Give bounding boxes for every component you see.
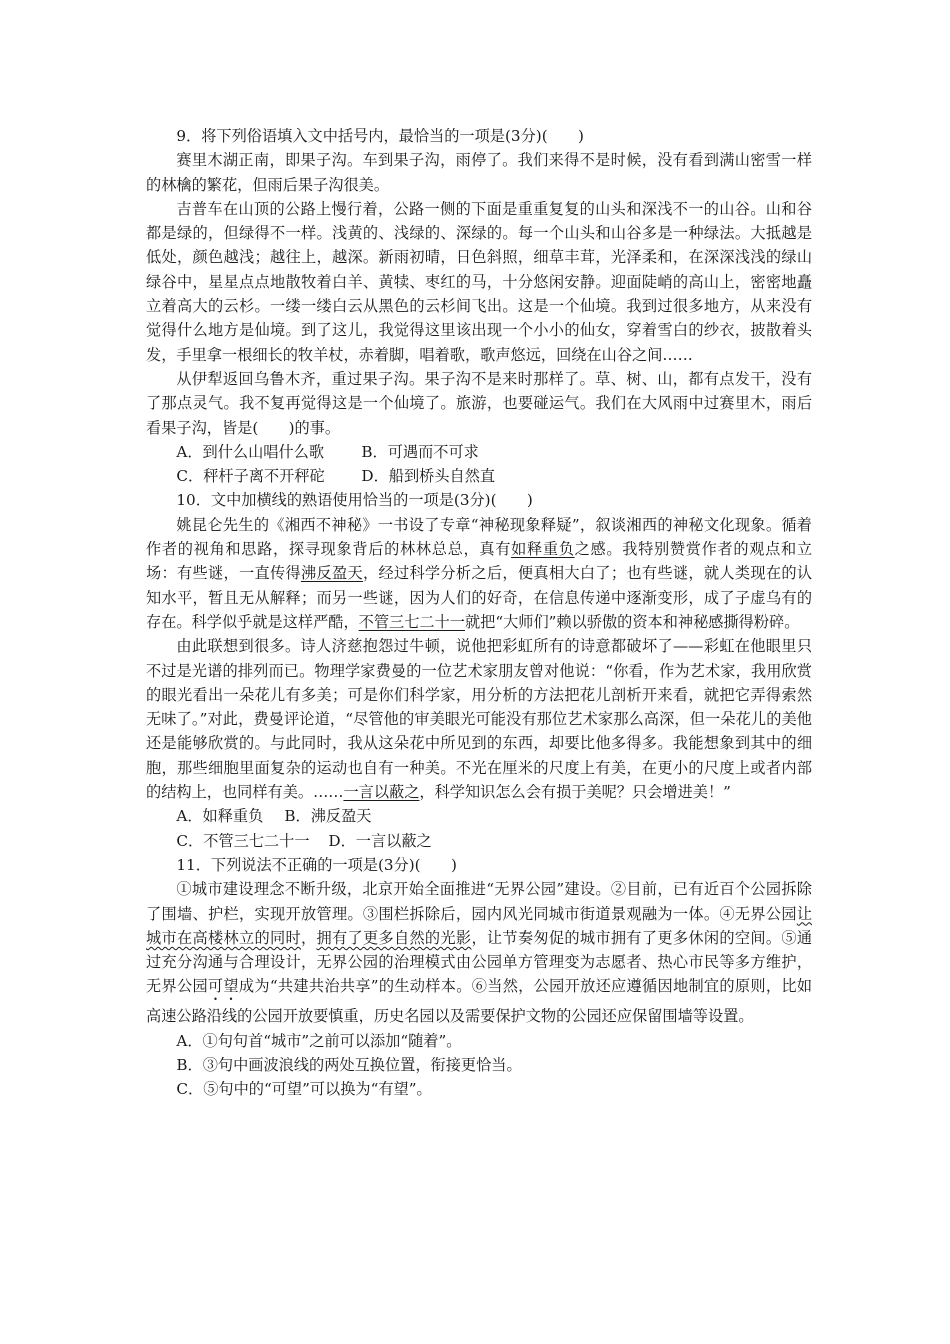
q10-option-b[interactable]: B．沸反盈天	[284, 807, 372, 826]
q11-option-c[interactable]: C．⑤句中的“可望”可以换为“有望”。	[176, 1080, 432, 1099]
q9-option-d[interactable]: D．船到桥头自然直	[361, 467, 496, 486]
q10-p2-text-1: 由此联想到很多。诗人济慈抱怨过牛顿，说他把彩虹所有的诗意都破坏了——彩虹在他眼里只不过是光谱的排列而已。物理学家费曼的一位艺术家朋友曾对他说：“你看，作为艺术家，我用欣赏的眼光看出一朵花儿有多美；可是你们科学家，用分析的方法把花儿剖析开来看，就把它弄得索然无味了。”对此，费曼评论道，“尽管他的审美眼光可能没有那位艺术家那么高深，但一朵花儿的美他还是能够欣赏的。与此同时，我从这朵花中所见到的东西，却要比他多得多。我能想象到其中的细胞，那些细胞里面复杂的运动也自有一种美。不光在厘米的尺度上有美，在更小的尺度上或者内部的结构上，也同样有美。……	[146, 637, 812, 802]
q11-option-b[interactable]: B．③句中画波浪线的两处互换位置，衔接更恰当。	[176, 1055, 522, 1074]
q9-option-c[interactable]: C．秤杆子离不开秤砣	[176, 467, 325, 486]
q10-stem: 10．文中加横线的熟语使用恰当的一项是(3分)( )	[176, 491, 533, 510]
q9-stem: 9．将下列俗语填入文中括号内，最恰当的一项是(3分)( )	[176, 127, 584, 145]
q11-text-3: ，让节奏匆促的城市拥有了更多休闲的空间。⑤通过充分沟通与合理设计，无界公园的治理模式由公园单方管理变为志愿者、热心市民等多方维护，无界公园	[146, 928, 813, 996]
q11-wavy-phrase-2: 拥有了更多自然的光影	[316, 928, 472, 947]
exam-page	[146, 124, 812, 1102]
q9-paragraph-3: 从伊犁返回乌鲁木齐，重过果子沟。果子沟不是来时那样了。草、树、山，都有点发干，没有了那点灵气。我不复再觉得这是一个仙境了。旅游，也要碰运气。我们在大风雨中过赛里木，雨后看果子沟，皆是( )的事。	[146, 369, 812, 437]
q10-options-row-2	[146, 829, 812, 853]
q10-p1-text-1: 姚昆仑先生的《湘西不神秘》一书设了专章“神秘现象释疑”，叙谈湘西的神秘文化现象。循着作者的视角和思路，探寻现象背后的林林总总，真有	[146, 515, 812, 559]
q11-option-a[interactable]: A．①句句首“城市”之前可以添加“随着”。	[176, 1031, 462, 1050]
q10-option-a[interactable]: A．如释重负	[176, 807, 264, 826]
q10-underlined-idiom-2: 沸反盈天	[300, 564, 363, 583]
q10-options-row-1	[146, 804, 812, 828]
q9-paragraph-2: 吉普车在山顶的公路上慢行着，公路一侧的下面是重重复复的山头和深浅不一的山谷。山和谷都是绿的，但绿得不一样。浅黄的、浅绿的、深绿的。每一个山头和山谷多是一种绿法。大抵越是低处，颜色越浅；越往上，越深。新雨初晴，日色斜照，细草丰茸，光泽柔和，在深深浅浅的绿山绿谷中，星星点点地散牧着白羊、黄犊、枣红的马，十分悠闲安静。迎面陡峭的高山上，密密地矗立着高大的云杉。一缕一缕白云从黑色的云杉间飞出。这是一个仙境。我到过很多地方，从来没有觉得什么地方是仙境。到了这儿，我觉得这里该出现一个小小的仙女，穿着雪白的纱衣，披散着头发，手里拿一根细长的牧羊杖，赤着脚，唱着歌，歌声悠远，回绕在山谷之间……	[146, 199, 812, 364]
q10-option-d[interactable]: D．一言以蔽之	[328, 831, 432, 850]
q11-stem: 11．下列说法不正确的一项是(3分)( )	[176, 855, 457, 874]
q11-text-1: ①城市建设理念不断升级，北京开始全面推进“无界公园”建设。②目前，已有近百个公园拆除了围墙、护栏，实现开放管理。③围栏拆除后，园内风光同城市街道景观融为一体。④无界公园	[146, 880, 812, 923]
q10-p1-text-3: ，经过科学分析之后，便真相大白了；也有些谜，就人类现在的认知水平，暂且无从解释；而另一些谜，因为人们的好奇，在信息传递中逐渐变形，成了子虚乌有的存在。科学似乎就是这样严酷，	[146, 564, 813, 631]
q10-p2-text-2: ，科学知识怎么会有损于美呢？只会增进美！”	[419, 783, 731, 802]
q11-wavy-phrase-1: 让城市在高楼林立的同时	[146, 904, 812, 947]
q10-underlined-idiom-3: 不管三七二十一	[358, 612, 465, 631]
q10-option-c[interactable]: C．不管三七二十一	[176, 831, 310, 850]
q9-option-b[interactable]: B．可遇而不可求	[361, 442, 479, 461]
q10-p1-text-2: 之感。我特别赞赏作者的观点和立场：有些谜，一直传得	[146, 540, 813, 583]
q10-underlined-idiom-1: 如释重负	[511, 540, 575, 559]
q9-option-a[interactable]: A．到什么山唱什么歌	[176, 442, 325, 461]
q9-options-row-2	[146, 464, 812, 488]
q11-dotted-word: 可望	[207, 977, 239, 996]
q10-paragraph-1	[146, 513, 812, 634]
q10-p1-text-4: 就把“大师们”赖以骄傲的资本和神秘感撕得粉碎。	[464, 612, 800, 631]
q10-underlined-idiom-4: 一言以蔽之	[343, 783, 420, 802]
q9-options-row-1	[146, 440, 812, 464]
q10-paragraph-2	[146, 634, 812, 804]
q11-text-2: ，	[300, 928, 317, 947]
q11-paragraph	[146, 877, 812, 1028]
q11-text-4: 成为“共建共治共享”的生动样本。⑥当然，公园开放还应遵循因地制宜的原则，比如高速公路沿线的公园开放要慎重，历史名园以及需要保护文物的公园还应保留围墙等设置。	[146, 977, 813, 1026]
q9-paragraph-1: 赛里木湖正南，即果子沟。车到果子沟，雨停了。我们来得不是时候，没有看到满山密雪一样的林檎的繁花，但雨后果子沟很美。	[146, 151, 812, 194]
